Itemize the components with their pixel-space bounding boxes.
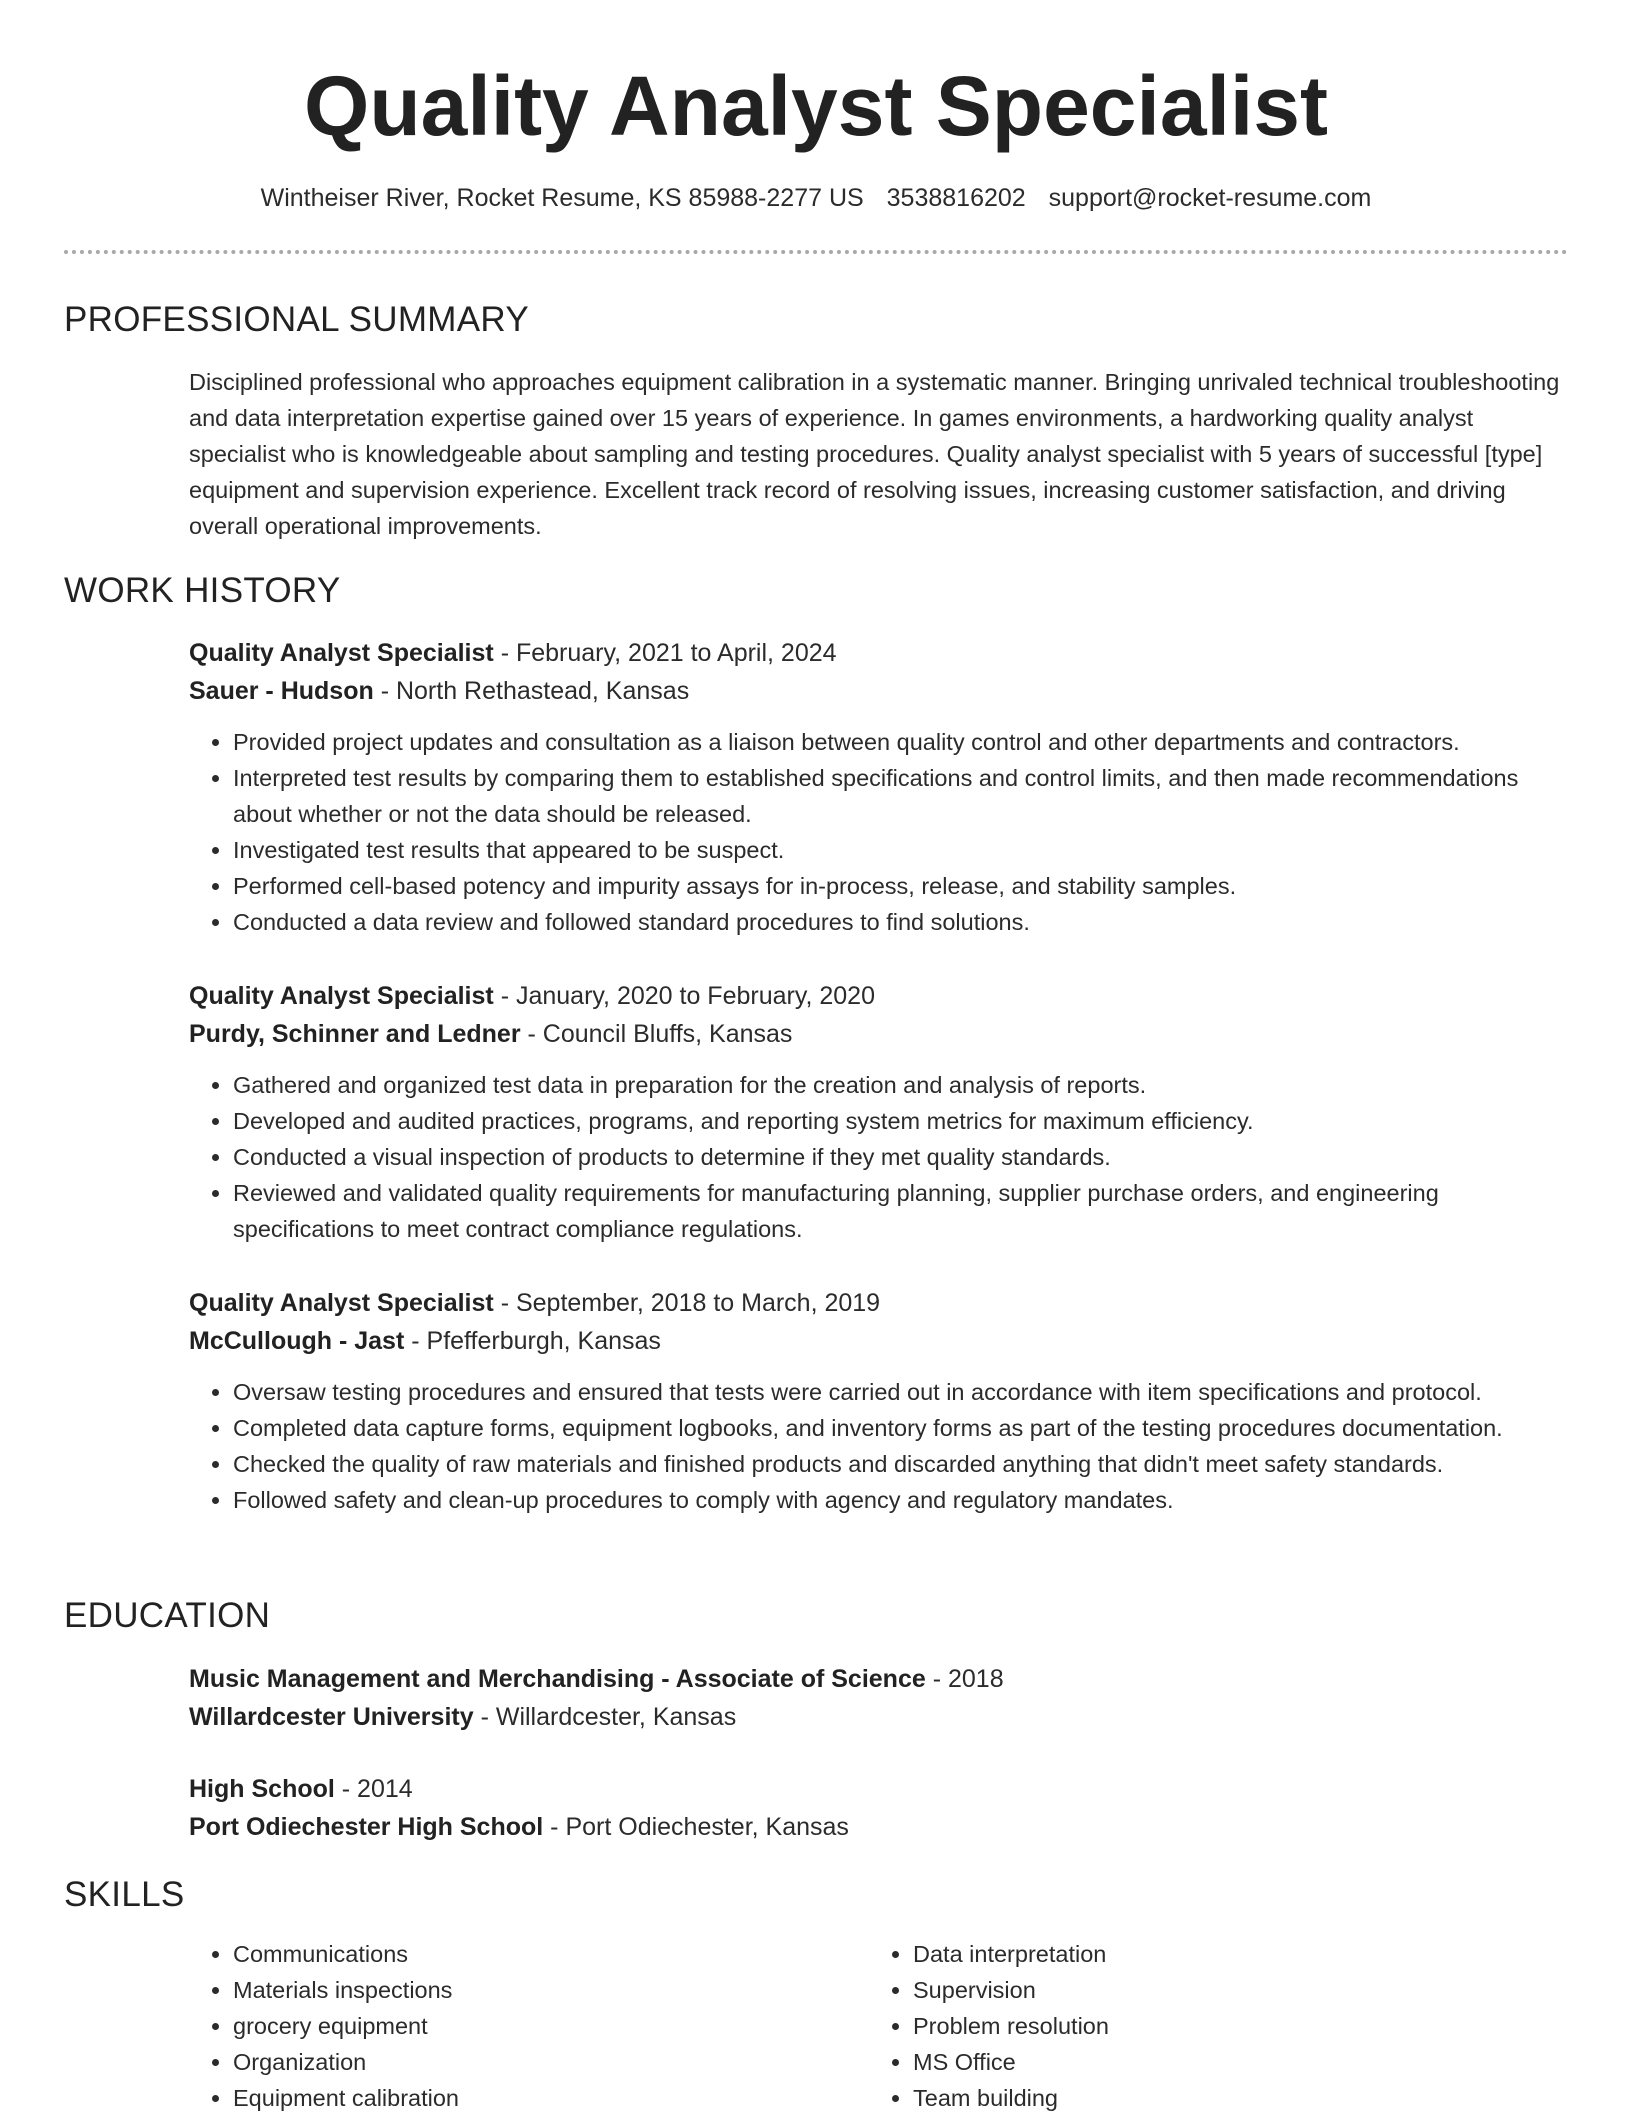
job-dates: - September, 2018 to March, 2019 — [493, 1289, 881, 1317]
skill-item: • Communications — [233, 1936, 459, 1972]
education-school-line — [189, 1808, 1569, 1846]
job-bullet: • Conducted a data review and followed standard procedures to find solutions. — [233, 904, 1569, 940]
education-school: Port Odiechester High School — [189, 1813, 544, 1841]
job-bullet: • Reviewed and validated quality requirements for manufacturing planning, supplier purchase orders, and engineering specifications to meet contract compliance regulations. — [233, 1175, 1569, 1247]
job-bullet: • Performed cell-based potency and impurity assays for in-process, release, and stability samples. — [233, 868, 1569, 904]
job-role: Quality Analyst Specialist — [189, 1289, 494, 1317]
job-bullets — [189, 1067, 1569, 1247]
job-bullet: • Investigated test results that appeared to be suspect. — [233, 832, 1569, 868]
job-location: - North Rethastead, Kansas — [373, 677, 690, 705]
job-bullets — [189, 724, 1569, 940]
job-bullet: • Followed safety and clean-up procedures to comply with agency and regulatory mandates. — [233, 1482, 1569, 1518]
education-location: - Willardcester, Kansas — [473, 1703, 737, 1731]
skill-item: • Team building — [913, 2080, 1109, 2112]
job-role: Quality Analyst Specialist — [189, 639, 494, 667]
job-company: Sauer - Hudson — [189, 677, 374, 705]
section-title-skills: SKILLS — [64, 1875, 185, 1914]
education-entry — [189, 1770, 1569, 1846]
contact-address: Wintheiser River, Rocket Resume, KS 85988-2277 US — [260, 184, 864, 212]
job-entry — [189, 977, 1569, 1247]
skill-item: • Materials inspections — [233, 1972, 459, 2008]
education-degree: High School — [189, 1775, 335, 1803]
job-location: - Pfefferburgh, Kansas — [404, 1327, 661, 1355]
contact-line — [0, 181, 1632, 215]
skill-item: • grocery equipment — [233, 2008, 459, 2044]
job-title-line — [189, 1284, 1569, 1322]
job-bullet: • Checked the quality of raw materials and finished products and discarded anything that didn't meet safety standards. — [233, 1446, 1569, 1482]
job-entry — [189, 634, 1569, 940]
header-divider — [64, 250, 1568, 254]
education-year: - 2014 — [334, 1775, 413, 1803]
job-bullet: • Conducted a visual inspection of products to determine if they met quality standards. — [233, 1139, 1569, 1175]
skill-item: • Supervision — [913, 1972, 1109, 2008]
job-company: Purdy, Schinner and Ledner — [189, 1020, 521, 1048]
job-dates: - January, 2020 to February, 2020 — [493, 982, 875, 1010]
job-bullet: • Provided project updates and consultation as a liaison between quality control and other departments and contractors. — [233, 724, 1569, 760]
education-degree-line — [189, 1770, 1569, 1808]
summary-text: Disciplined professional who approaches equipment calibration in a systematic manner. Bringing unrivaled technical troubleshooting and data interpretation expertise gained over 15 years of experience. In games environments, a hardworking quality analyst specialist who is knowledgeable about sampling and testing procedures. Quality analyst specialist with 5 years of successful [type] equipment and supervision experience. Excellent track record of resolving issues, increasing customer satisfaction, and driving overall operational improvements. — [189, 369, 1560, 539]
skills-list — [189, 1936, 1569, 2112]
job-company: McCullough - Jast — [189, 1327, 405, 1355]
skill-item: • Equipment calibration — [233, 2080, 459, 2112]
job-bullet: • Completed data capture forms, equipment logbooks, and inventory forms as part of the testing procedures documentation. — [233, 1410, 1569, 1446]
job-title-line — [189, 977, 1569, 1015]
job-location: - Council Bluffs, Kansas — [520, 1020, 793, 1048]
skill-item: • MS Office — [913, 2044, 1109, 2080]
skills-column-left — [189, 1936, 459, 2112]
job-dates: - February, 2021 to April, 2024 — [493, 639, 837, 667]
job-title-line — [189, 634, 1569, 672]
skills-column-right — [869, 1936, 1109, 2112]
education-year: - 2018 — [925, 1665, 1004, 1693]
job-role: Quality Analyst Specialist — [189, 982, 494, 1010]
education-school: Willardcester University — [189, 1703, 474, 1731]
education-entry — [189, 1660, 1569, 1736]
job-company-line — [189, 672, 1569, 710]
section-title-work-history: WORK HISTORY — [64, 571, 341, 610]
education-degree-line — [189, 1660, 1569, 1698]
section-title-education: EDUCATION — [64, 1596, 271, 1635]
candidate-name: Quality Analyst Specialist — [304, 59, 1328, 153]
contact-email: support@rocket-resume.com — [1048, 184, 1372, 212]
contact-phone: 3538816202 — [886, 184, 1026, 212]
job-bullet: • Oversaw testing procedures and ensured that tests were carried out in accordance with item specifications and protocol. — [233, 1374, 1569, 1410]
job-entry — [189, 1284, 1569, 1518]
education-school-line — [189, 1698, 1569, 1736]
skill-item: • Problem resolution — [913, 2008, 1109, 2044]
education-location: - Port Odiechester, Kansas — [543, 1813, 849, 1841]
job-bullet: • Gathered and organized test data in preparation for the creation and analysis of reports. — [233, 1067, 1569, 1103]
section-title-summary: PROFESSIONAL SUMMARY — [64, 300, 529, 339]
job-company-line — [189, 1015, 1569, 1053]
job-bullet: • Developed and audited practices, programs, and reporting system metrics for maximum efficiency. — [233, 1103, 1569, 1139]
education-degree: Music Management and Merchandising - Associate of Science — [189, 1665, 926, 1693]
skill-item: • Organization — [233, 2044, 459, 2080]
job-bullets — [189, 1374, 1569, 1518]
job-company-line — [189, 1322, 1569, 1360]
skill-item: • Data interpretation — [913, 1936, 1109, 1972]
job-bullet: • Interpreted test results by comparing them to established specifications and control limits, and then made recommendations about whether or not the data should be released. — [233, 760, 1569, 832]
